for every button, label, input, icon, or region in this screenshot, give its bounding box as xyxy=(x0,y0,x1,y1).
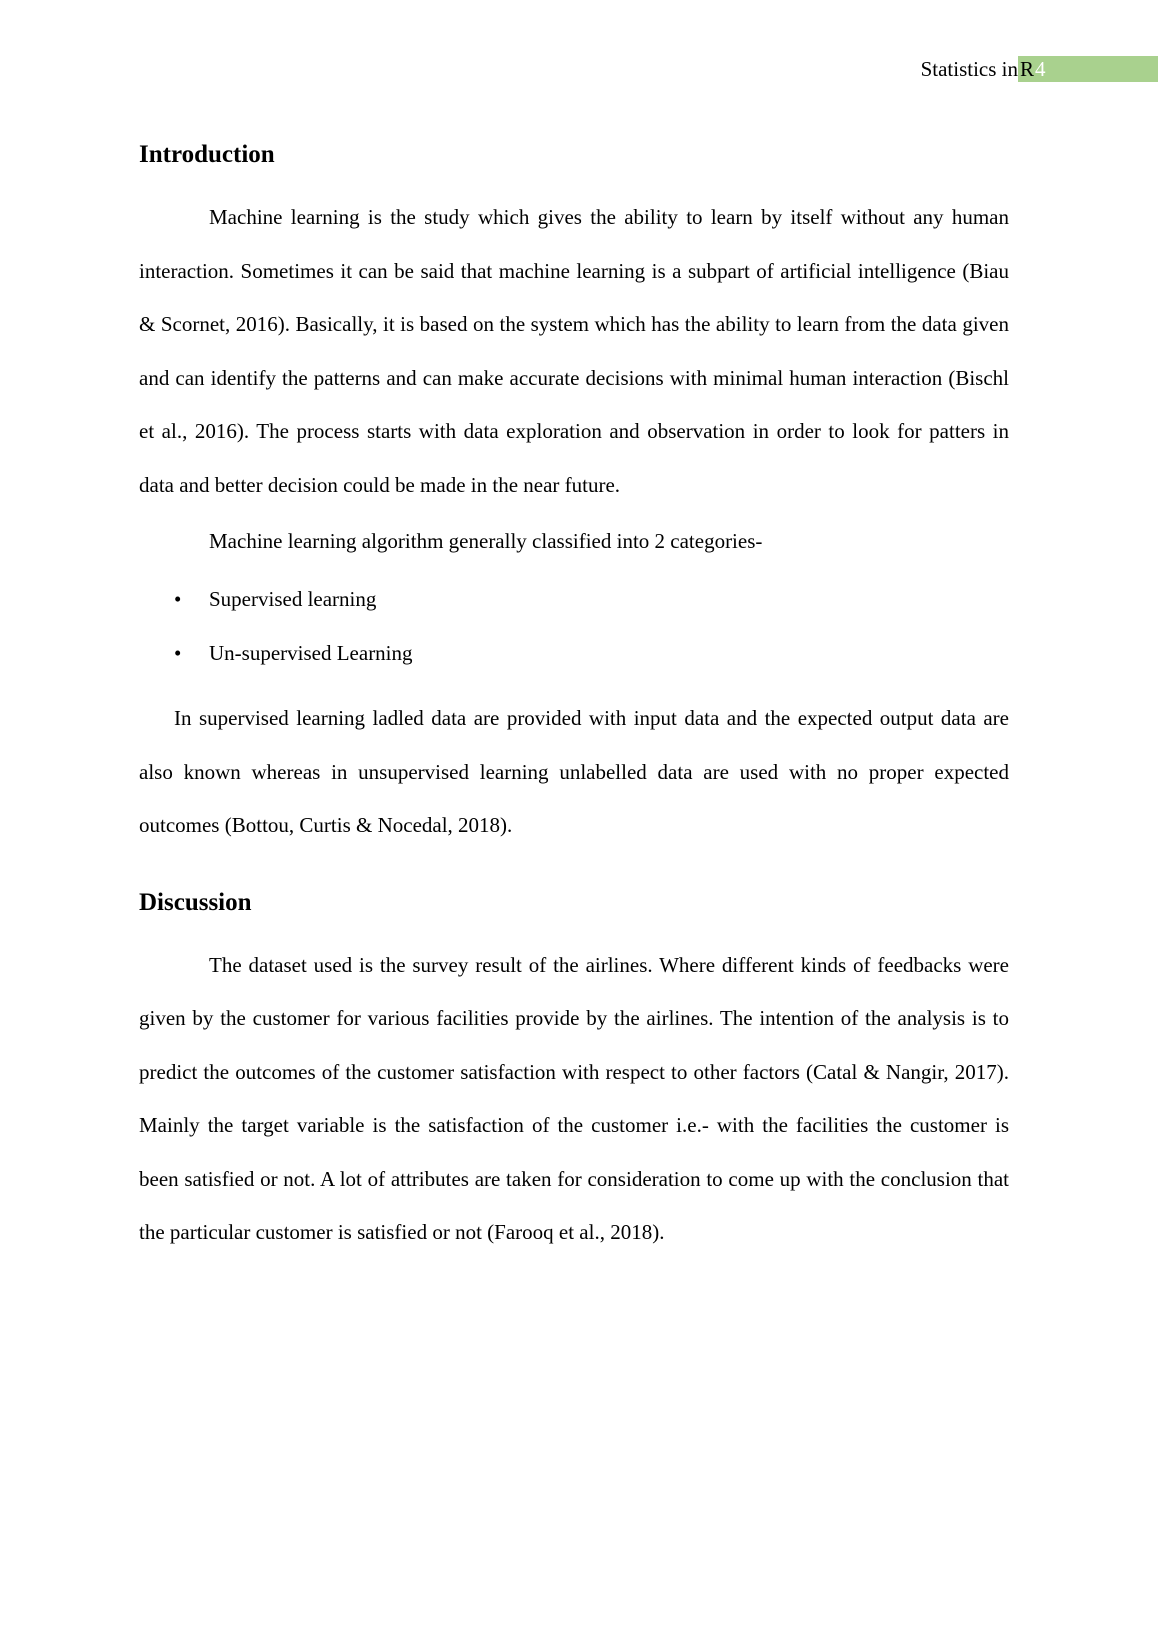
introduction-paragraph-3: In supervised learning ladled data are provided with input data and the expected output data are also known whereas in unsupervised learning unlabelled data are used with no proper expected outcomes (Bottou, Curtis & Nocedal, 2018). xyxy=(139,706,1009,837)
category-list xyxy=(139,573,1009,680)
document-body xyxy=(139,135,1009,1260)
introduction-section xyxy=(139,135,1009,853)
introduction-heading: Introduction xyxy=(139,141,275,168)
running-header xyxy=(921,56,1158,82)
discussion-paragraph-1: The dataset used is the survey result of the airlines. Where different kinds of feedbacks were given by the customer for various facilities provide by the airlines. The intention of the analysis is to predict the outcomes of the customer satisfaction with respect to other factors (Catal & Nangir, 2017). Mainly the target variable is the satisfaction of the customer i.e.- with the facilities the customer is been satisfied or not. A lot of attributes are taken for consideration to come up with the conclusion that the particular customer is satisfied or not (Farooq et al., 2018). xyxy=(139,952,1009,1244)
discussion-section xyxy=(139,883,1009,1260)
list-item-text: Un-supervised Learning xyxy=(209,640,413,665)
list-item xyxy=(139,627,1009,681)
bullet-icon: • xyxy=(174,587,182,611)
introduction-paragraph-2: Machine learning algorithm generally classified into 2 categories- xyxy=(209,529,763,553)
page-number: 4 xyxy=(1035,57,1046,81)
bullet-icon: • xyxy=(174,640,182,665)
introduction-paragraph-1: Machine learning is the study which gives the ability to learn by itself without any human interaction. Sometimes it can be said that machine learning is a subpart of artificial intelligence (Biau & Scornet, 2016). Basically, it is based on the system which has the ability to learn from the data given and can identify the patterns and can make accurate decisions with minimal human interaction (Bischl et al., 2016). The process starts with data exploration and observation in order to look for patters in data and better decision could be made in the near future. xyxy=(139,205,1009,497)
header-highlight-box xyxy=(1018,56,1158,82)
header-title: Statistics in xyxy=(920,56,1018,81)
header-highlight-text: R xyxy=(1020,57,1035,81)
list-item-text: Supervised learning xyxy=(209,587,377,611)
list-item xyxy=(139,573,1009,627)
discussion-heading: Discussion xyxy=(139,888,252,916)
